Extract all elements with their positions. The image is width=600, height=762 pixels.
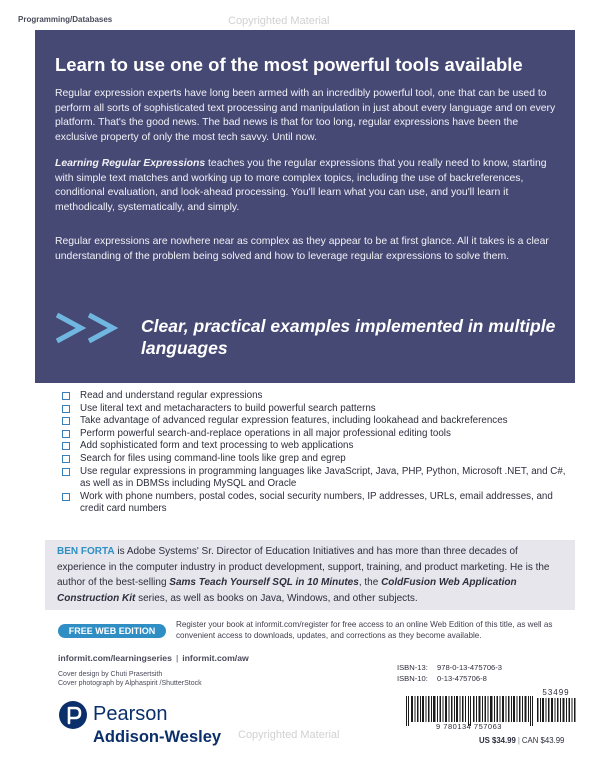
feature-text: Read and understand regular expressions bbox=[80, 390, 263, 401]
author-book-title: ColdFusion Web Application Construction Kit bbox=[57, 577, 517, 604]
feature-text: Search for files using command-line tools like grep and egrep bbox=[80, 452, 346, 464]
closing-paragraph: Regular expressions are nowhere near as complex as they appear to be at first glance. All it takes is a clear understanding of the problem being solved and how to leverage regular expressions to solve them. bbox=[55, 236, 549, 262]
author-bio-text: is Adobe Systems' Sr. Director of Education Initiatives and has more than three decades of experience in the computer industry in product development, support, training, and product marketing. He is the author of the best-selling bbox=[57, 546, 550, 588]
author-bio-text: series, as well as books on Java, Windows, and other subjects. bbox=[135, 592, 418, 604]
cover-design-credit: Cover design by Chuti Prasertsith bbox=[58, 671, 163, 678]
us-price: US $34.99 bbox=[479, 736, 516, 745]
author-bio-band bbox=[45, 540, 575, 610]
publisher-name: Pearson bbox=[93, 703, 168, 725]
category-label: Programming/Databases bbox=[18, 15, 113, 24]
isbn-barcode-number: 9 780134 757063 bbox=[436, 722, 502, 731]
tagline: Clear, practical examples implemented in multiple languages bbox=[141, 316, 556, 358]
author-book-title: Sams Teach Yourself SQL in 10 Minutes bbox=[169, 577, 359, 588]
pearson-logo-icon bbox=[58, 700, 88, 730]
intro-paragraph: Regular expression experts have long been armed with an incredibly powerful tool, one that can be used to perform all sorts of sophisticated text processing and manipulation in just about every language and on every platform. That's the good news. The bad news is that for too long, regular expressions have been the exclusive property of only the most tech savvy. Until now. bbox=[55, 88, 556, 143]
feature-item bbox=[62, 415, 572, 428]
checkbox-bullet-icon bbox=[62, 442, 70, 450]
feature-text: Add sophisticated form and text processing to web applications bbox=[80, 440, 354, 452]
link-separator: | bbox=[175, 653, 179, 663]
publisher-imprint: Addison-Wesley bbox=[93, 728, 222, 746]
feature-text: Use literal text and metacharacters to build powerful search patterns bbox=[80, 402, 376, 414]
website-links bbox=[58, 653, 249, 663]
feature-item bbox=[62, 403, 572, 416]
feature-item bbox=[62, 390, 572, 403]
book-paragraph bbox=[55, 157, 560, 215]
description-panel bbox=[35, 30, 575, 383]
checkbox-bullet-icon bbox=[62, 468, 70, 476]
feature-text: Work with phone numbers, postal codes, social security numbers, IP addresses, URLs, email addresses, and credit card numbers bbox=[80, 490, 553, 515]
price-barcode bbox=[536, 686, 576, 722]
feature-text: Perform powerful search-and-replace operations in all major professional editing tools bbox=[80, 427, 451, 439]
checkbox-bullet-icon bbox=[62, 392, 70, 400]
learningseries-link[interactable]: informit.com/learningseries bbox=[58, 653, 172, 663]
watermark-top: Copyrighted Material bbox=[228, 15, 330, 27]
isbn10-value: 0-13-475706-8 bbox=[437, 673, 487, 683]
aw-link[interactable]: informit.com/aw bbox=[182, 653, 249, 663]
price-separator: | bbox=[517, 736, 520, 745]
isbn13-label: ISBN-13: bbox=[397, 663, 428, 672]
price-code-number: 53499 bbox=[542, 688, 570, 697]
panel-title: Learn to use one of the most powerful tools available bbox=[55, 54, 523, 75]
isbn10-label: ISBN-10: bbox=[397, 673, 428, 683]
author-bio-text: , the bbox=[358, 577, 382, 588]
feature-text: Take advantage of advanced regular expression features, including lookahead and backreferences bbox=[80, 415, 508, 427]
cover-photo-credit: Cover photograph by Alphaspirit /ShutterStock bbox=[58, 680, 202, 687]
book-title-inline: Learning Regular Expressions bbox=[55, 158, 206, 169]
author-bio bbox=[57, 544, 567, 606]
price-line bbox=[479, 736, 564, 745]
isbn-block bbox=[397, 663, 502, 684]
feature-item bbox=[62, 466, 572, 491]
checkbox-bullet-icon bbox=[62, 405, 70, 413]
feature-list bbox=[62, 390, 572, 516]
feature-item bbox=[62, 440, 572, 453]
isbn13-value: 978-0-13-475706-3 bbox=[437, 663, 503, 672]
double-chevron-icon bbox=[53, 312, 123, 344]
checkbox-bullet-icon bbox=[62, 455, 70, 463]
book-paragraph-text: teaches you the regular expressions that you really need to know, starting with simple text matches and working up to more complex topics, including the use of backreferences, conditional evaluation, and look-ahead processing. You'll learn what you can use, and you'll learn it methodically, systematically, and simply. bbox=[55, 158, 547, 213]
checkbox-bullet-icon bbox=[62, 417, 70, 425]
feature-item bbox=[62, 428, 572, 441]
free-web-edition-badge: FREE WEB EDITION bbox=[58, 624, 166, 638]
can-price: CAN $43.99 bbox=[521, 736, 565, 745]
watermark-bottom: Copyrighted Material bbox=[238, 729, 340, 741]
feature-item bbox=[62, 453, 572, 466]
cover-credits bbox=[58, 670, 202, 688]
feature-item bbox=[62, 491, 572, 516]
author-name: BEN FORTA bbox=[57, 546, 115, 557]
checkbox-bullet-icon bbox=[62, 493, 70, 501]
checkbox-bullet-icon bbox=[62, 430, 70, 438]
register-note: Register your book at informit.com/register for free access to an online Web Edition of this title, as well as convenient access to downloads, updates, and corrections as they become available. bbox=[176, 620, 553, 640]
feature-text: Use regular expressions in programming languages like JavaScript, Java, PHP, Python, Microsoft .NET, and C#, as well as in DBMSs including MySQL and Oracle bbox=[80, 465, 566, 490]
